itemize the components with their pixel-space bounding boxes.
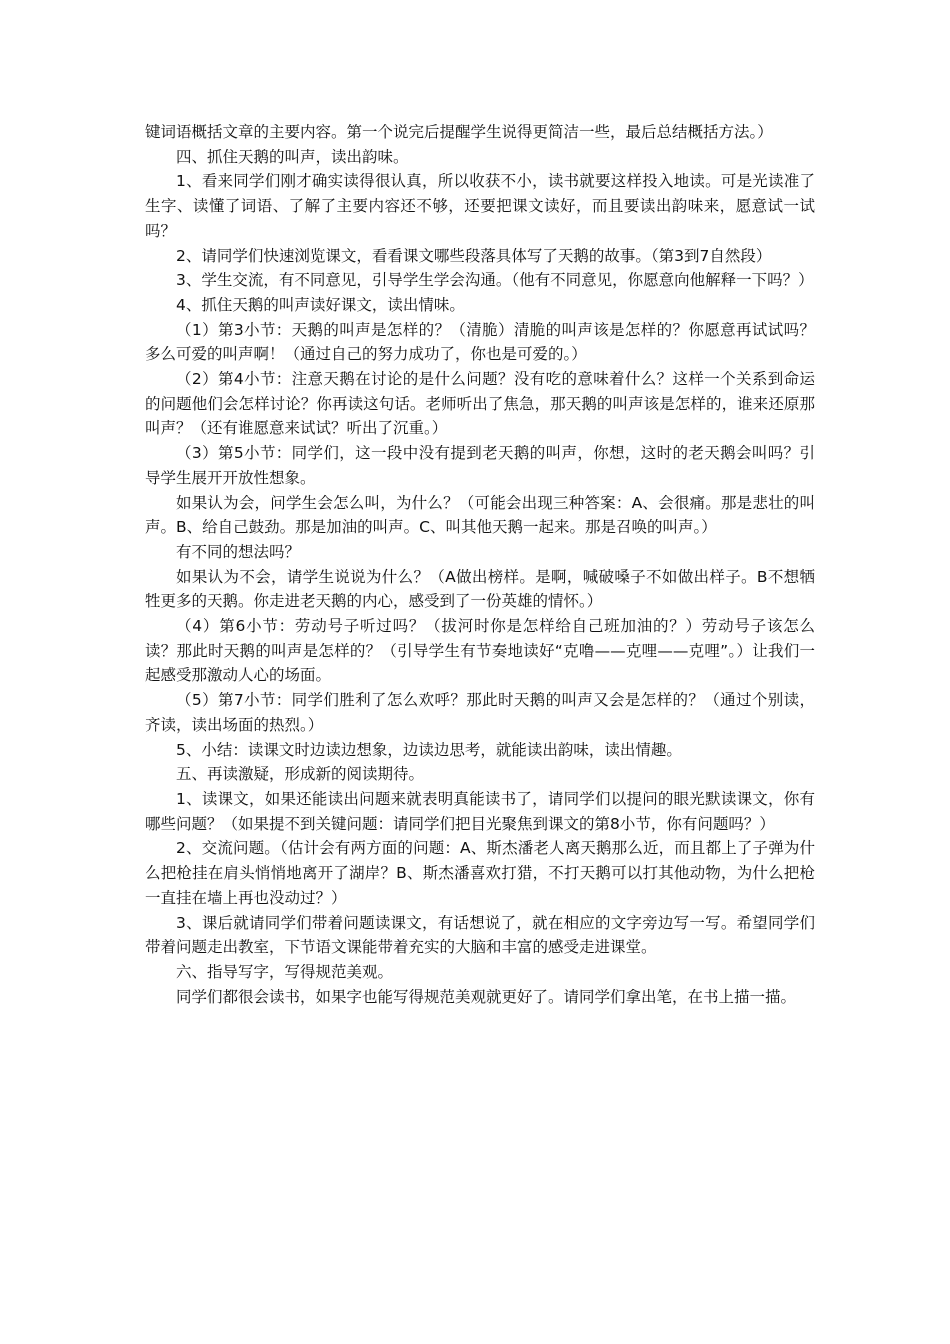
paragraph: （2）第4小节：注意天鹅在讨论的是什么问题？没有吃的意味着什么？这样一个关系到命运的问题他们会怎样讨论？你再读这句话。老师听出了焦急，那天鹅的叫声该是怎样的，谁来还原那叫声？（还有谁愿意来试试？听出了沉重。） [145, 370, 815, 438]
paragraph: 5、小结：读课文时边读边想象，边读边思考，就能读出韵味，读出情趣。 [176, 740, 682, 759]
paragraph: 3、课后就请同学们带着问题读课文，有话想说了，就在相应的文字旁边写一写。希望同学们带着问题走出教室，下节语文课能带着充实的大脑和丰富的感受走进课堂。 [145, 913, 815, 957]
paragraph: 3、学生交流，有不同意见，引导学生学会沟通。（他有不同意见，你愿意向他解释一下吗？） [176, 271, 814, 290]
paragraph-continuation: 键词语概括文章的主要内容。第一个说完后提醒学生说得更简洁一些，最后总结概括方法。） [145, 123, 773, 141]
paragraph: 有不同的想法吗？ [176, 542, 301, 561]
section-heading-4: 四、抓住天鹅的叫声，读出韵味。 [176, 147, 409, 166]
paragraph: 1、看来同学们刚才确实读得很认真，所以收获不小，读书就要这样投入地读。可是光读准了生字、读懂了词语、了解了主要内容还不够，还要把课文读好，而且要读出韵味来，愿意试一试吗？ [145, 172, 815, 240]
paragraph: （5）第7小节：同学们胜利了怎么欢呼？那此时天鹅的叫声又会是怎样的？（通过个别读，齐读，读出场面的热烈。） [145, 691, 815, 734]
paragraph: 同学们都很会读书，如果字也能写得规范美观就更好了。请同学们拿出笔，在书上描一描。 [176, 987, 797, 1006]
section-heading-6: 六、指导写字，写得规范美观。 [176, 962, 394, 981]
paragraph: 2、请同学们快速浏览课文，看看课文哪些段落具体写了天鹅的故事。（第3到7自然段） [176, 246, 772, 265]
paragraph: （4）第6小节：劳动号子听过吗？（拔河时你是怎样给自己班加油的？）劳动号子该怎么读？那此时天鹅的叫声是怎样的？（引导学生有节奏地读好“克噜——克哩——克哩”。）让我们一起感受那激动人心的场面。 [145, 617, 815, 685]
paragraph: （3）第5小节：同学们，这一段中没有提到老天鹅的叫声，你想，这时的老天鹅会叫吗？引导学生展开开放性想象。 [145, 444, 815, 487]
paragraph: 2、交流问题。（估计会有两方面的问题：A、斯杰潘老人离天鹅那么近，而且都上了子弹为什么把枪挂在肩头悄悄地离开了湖岸？B、斯杰潘喜欢打猎，不打天鹅可以打其他动物，为什么把枪一直挂在墙上再也没动过？） [145, 839, 815, 907]
section-heading-5: 五、再读激疑，形成新的阅读期待。 [176, 765, 425, 784]
paragraph: （1）第3小节：天鹅的叫声是怎样的？（清脆）清脆的叫声该是怎样的？你愿意再试试吗？多么可爱的叫声啊！（通过自己的努力成功了，你也是可爱的。） [145, 320, 815, 364]
paragraph: 如果认为不会，请学生说说为什么？（A做出榜样。是啊，喊破嗓子不如做出样子。B不想牺牲更多的天鹅。你走进老天鹅的内心，感受到了一份英雄的情怀。） [145, 567, 815, 611]
paragraph: 如果认为会，问学生会怎么叫，为什么？（可能会出现三种答案：A、会很痛。那是悲壮的叫声。B、给自己鼓劲。那是加油的叫声。C、叫其他天鹅一起来。那是召唤的叫声。） [145, 493, 815, 537]
paragraph: 1、读课文，如果还能读出问题来就表明真能读书了，请同学们以提问的眼光默读课文，你有哪些问题？（如果提不到关键问题：请同学们把目光聚焦到课文的第8小节，你有问题吗？） [145, 789, 815, 833]
document-page [145, 120, 815, 1009]
paragraph: 4、抓住天鹅的叫声读好课文，读出情味。 [176, 295, 465, 314]
